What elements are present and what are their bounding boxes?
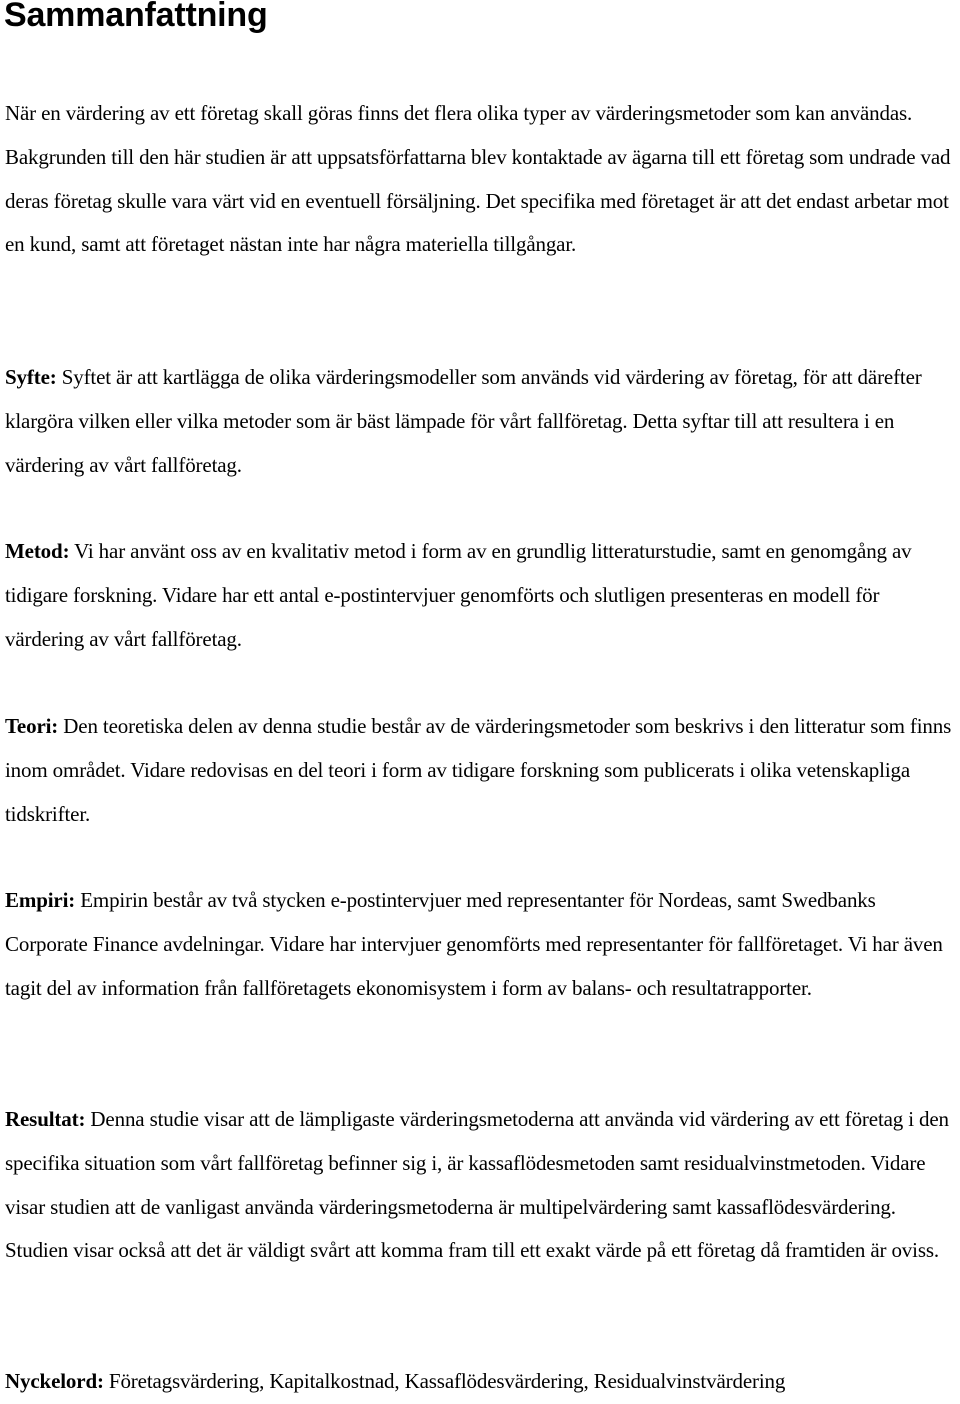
empiri-paragraph bbox=[5, 879, 955, 1010]
syfte-text: Syftet är att kartlägga de olika värderingsmodeller som används vid värdering av företag, för att därefter klargöra vilken eller vilka metoder som är bäst lämpade för vårt fallföretag. Detta syftar till att resultera i en värdering av vårt fallföretag. bbox=[5, 365, 922, 477]
resultat-paragraph bbox=[5, 1098, 955, 1273]
empiri-text: Empirin består av två stycken e-postintervjuer med representanter för Nordeas, samt Swedbanks Corporate Finance avdelningar. Vidare har intervjuer genomförts med representanter för fallföretaget. Vi har även tagit del av information från fallföretagets ekonomisystem i form av balans- och resultatrapporter. bbox=[5, 888, 943, 1000]
metod-label: Metod: bbox=[5, 539, 70, 563]
nyckelord-label: Nyckelord: bbox=[5, 1369, 104, 1393]
page-title: Sammanfattning bbox=[4, 0, 268, 34]
resultat-text: Denna studie visar att de lämpligaste värderingsmetoderna att använda vid värdering av ett företag i den specifika situation som vårt fallföretag befinner sig i, är kassaflödesmetoden samt residualvinstmetoden. Vidare visar studien att de vanligast använda värderingsmetoderna är multipelvärdering samt kassaflödesvärdering. Studien visar också att det är väldigt svårt att komma fram till ett exakt värde på ett företag då framtiden är oviss. bbox=[5, 1107, 949, 1263]
nyckelord-text: Företagsvärdering, Kapitalkostnad, Kassaflödesvärdering, Residualvinstvärdering bbox=[103, 1369, 786, 1393]
metod-text: Vi har använt oss av en kvalitativ metod i form av en grundlig litteraturstudie, samt en genomgång av tidigare forskning. Vidare har ett antal e-postintervjuer genomförts och slutligen presenteras en modell för värdering av vårt fallföretag. bbox=[5, 539, 912, 651]
intro-paragraph: När en värdering av ett företag skall göras finns det flera olika typer av värderingsmetoder som kan användas. Bakgrunden till den här studien är att uppsatsförfattarna blev kontaktade av ägarna till ett företag som undrade vad deras företag skulle vara värt vid en eventuell försäljning. Det specifika med företaget är att det endast arbetar mot en kund, samt att företaget nästan inte har några materiella tillgångar. bbox=[5, 101, 951, 257]
empiri-label: Empiri: bbox=[5, 888, 76, 912]
syfte-paragraph bbox=[5, 356, 955, 487]
teori-paragraph bbox=[5, 705, 955, 836]
teori-label: Teori: bbox=[5, 714, 59, 738]
teori-text: Den teoretiska delen av denna studie består av de värderingsmetoder som beskrivs i den litteratur som finns inom området. Vidare redovisas en del teori i form av tidigare forskning som publicerats i olika vetenskapliga tidskrifter. bbox=[5, 714, 952, 826]
resultat-label: Resultat: bbox=[5, 1107, 86, 1131]
metod-paragraph bbox=[5, 530, 955, 661]
nyckelord-paragraph bbox=[5, 1360, 960, 1404]
syfte-label: Syfte: bbox=[5, 365, 57, 389]
